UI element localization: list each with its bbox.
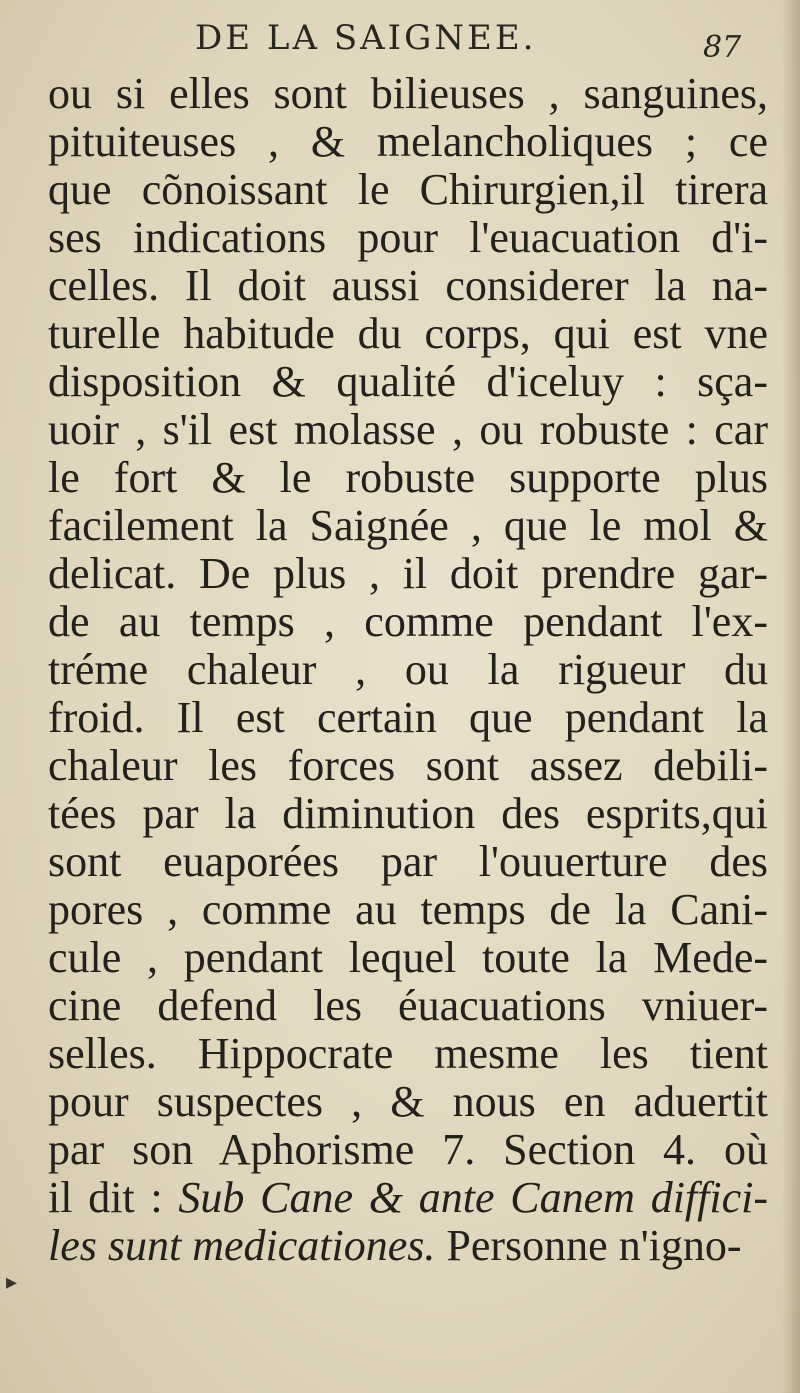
margin-mark: ▸ <box>6 1270 18 1295</box>
text-line: pour suspectes , & nous en aduertit <box>48 1077 768 1126</box>
text-line: celles. Il doit aussi considerer la na- <box>48 261 768 310</box>
body-text <box>48 70 768 1270</box>
text-line: uoir , s'il est molasse , ou robuste : car <box>48 405 768 454</box>
text-line: ou si elles sont bilieuses , sanguines, <box>48 69 768 118</box>
latin-quotation: les sunt medicationes. <box>48 1221 436 1270</box>
text-segment: il dit : <box>48 1173 179 1222</box>
text-line: turelle habitude du corps, qui est vne <box>48 309 768 358</box>
text-line <box>48 1222 768 1270</box>
text-line: que cõnoissant le Chirurgien,il tirera <box>48 165 768 214</box>
latin-quotation: Sub Cane & ante Canem diffici- <box>178 1173 769 1222</box>
text-line: sont euaporées par l'ouuerture des <box>48 837 768 886</box>
page-edge-shadow <box>782 0 800 1393</box>
text-line: pores , comme au temps de la Cani- <box>48 885 768 934</box>
text-line <box>48 1174 768 1222</box>
text-line: pituiteuses , & melancholiques ; ce <box>48 117 768 166</box>
text-line: disposition & qualité d'iceluy : sça- <box>48 357 768 406</box>
text-line: selles. Hippocrate mesme les tient <box>48 1029 768 1078</box>
text-line: froid. Il est certain que pendant la <box>48 693 768 742</box>
text-line: le fort & le robuste supporte plus <box>48 453 768 502</box>
text-line: par son Aphorisme 7. Section 4. où <box>48 1125 768 1174</box>
text-line: delicat. De plus , il doit prendre gar- <box>48 549 768 598</box>
text-line: tées par la diminution des esprits,qui <box>48 789 768 838</box>
text-segment: Personne n'igno- <box>435 1221 742 1270</box>
text-line: chaleur les forces sont assez debili- <box>48 741 768 790</box>
text-line: de au temps , comme pendant l'ex- <box>48 597 768 646</box>
text-line: cule , pendant lequel toute la Mede- <box>48 933 768 982</box>
page-number: 87 <box>703 30 742 65</box>
text-line: facilement la Saignée , que le mol & <box>48 501 768 550</box>
text-line: cine defend les éuacuations vniuer- <box>48 981 768 1030</box>
text-line: ses indications pour l'euacuation d'i- <box>48 213 768 262</box>
running-header: DE LA SAIGNEE. <box>195 18 537 58</box>
text-line: tréme chaleur , ou la rigueur du <box>48 645 768 694</box>
